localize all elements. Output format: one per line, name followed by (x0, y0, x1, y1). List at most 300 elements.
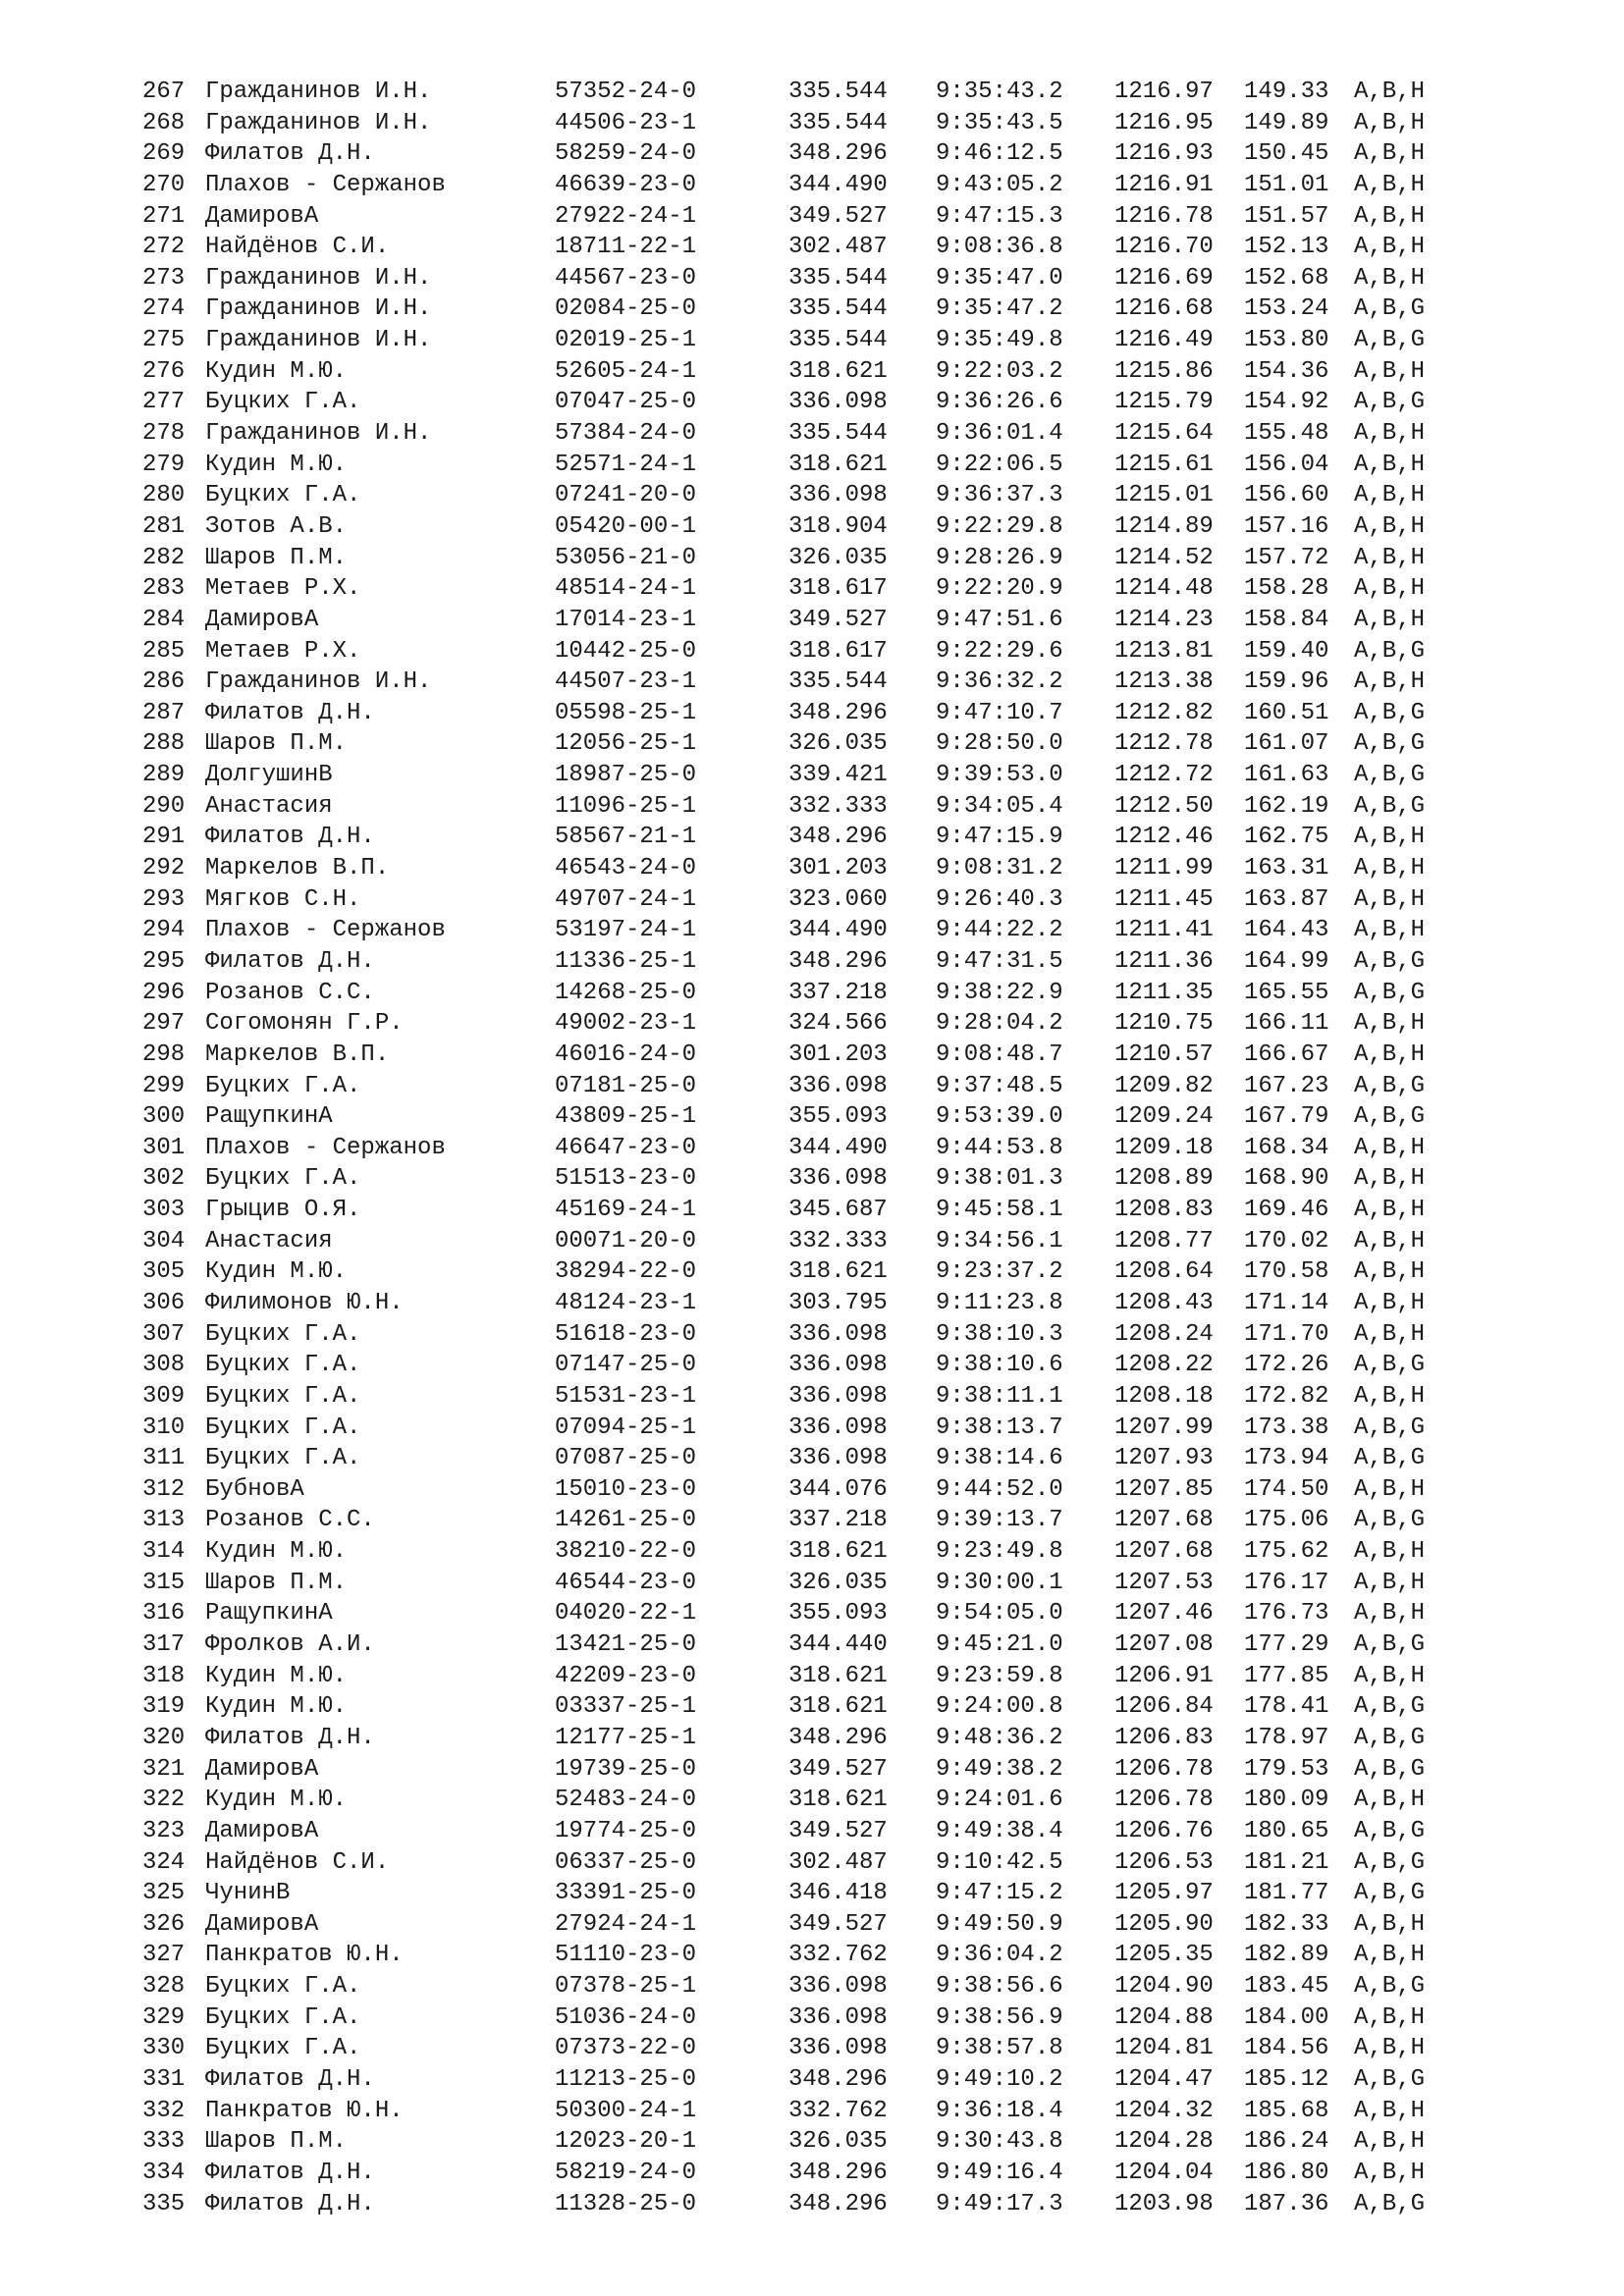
category-cell: A,B,H (1354, 1258, 1426, 1286)
coefficient-cell: 167.23 (1244, 1072, 1329, 1099)
rank-cell: 292 (142, 855, 186, 882)
ring-number-cell: 52605-24-1 (555, 357, 697, 385)
table-row (142, 1413, 1517, 1444)
arrival-time-cell: 9:38:10.6 (936, 1352, 1063, 1379)
ring-number-cell: 44507-23-1 (555, 668, 697, 696)
rank-cell: 277 (142, 389, 186, 416)
coefficient-cell: 149.89 (1244, 109, 1329, 136)
ring-number-cell: 11328-25-0 (555, 2190, 697, 2217)
arrival-time-cell: 9:47:15.2 (936, 1880, 1063, 1907)
arrival-time-cell: 9:38:56.9 (936, 2003, 1063, 2031)
fancier-name-cell: Буцких Г.А. (205, 2003, 361, 2031)
speed-cell: 1211.45 (1114, 885, 1214, 913)
speed-cell: 1212.50 (1114, 792, 1214, 820)
coefficient-cell: 180.65 (1244, 1817, 1329, 1844)
distance-cell: 326.035 (788, 2128, 888, 2156)
arrival-time-cell: 9:44:53.8 (936, 1134, 1063, 1161)
ring-number-cell: 04020-22-1 (555, 1600, 697, 1628)
speed-cell: 1216.97 (1114, 79, 1214, 105)
coefficient-cell: 168.90 (1244, 1165, 1329, 1193)
coefficient-cell: 170.58 (1244, 1258, 1329, 1286)
table-row (142, 450, 1517, 481)
ring-number-cell: 11096-25-1 (555, 792, 697, 820)
speed-cell: 1204.90 (1114, 1973, 1214, 2001)
distance-cell: 326.035 (788, 730, 888, 758)
category-cell: A,B,G (1354, 1103, 1426, 1131)
arrival-time-cell: 9:49:16.4 (936, 2159, 1063, 2186)
category-cell: A,B,H (1354, 171, 1426, 198)
arrival-time-cell: 9:08:31.2 (936, 855, 1063, 882)
speed-cell: 1210.57 (1114, 1041, 1214, 1068)
arrival-time-cell: 9:28:04.2 (936, 1010, 1063, 1038)
category-cell: A,B,G (1354, 792, 1426, 820)
arrival-time-cell: 9:36:18.4 (936, 2097, 1063, 2124)
speed-cell: 1208.24 (1114, 1320, 1214, 1348)
ring-number-cell: 42209-23-0 (555, 1662, 697, 1689)
category-cell: A,B,H (1354, 1600, 1426, 1628)
rank-cell: 280 (142, 482, 186, 509)
table-row (142, 1723, 1517, 1754)
distance-cell: 318.621 (788, 1693, 888, 1721)
arrival-time-cell: 9:28:50.0 (936, 730, 1063, 758)
distance-cell: 339.421 (788, 762, 888, 789)
speed-cell: 1212.72 (1114, 762, 1214, 789)
category-cell: A,B,G (1354, 1848, 1426, 1876)
fancier-name-cell: Буцких Г.А. (205, 1973, 361, 2001)
category-cell: A,B,H (1354, 885, 1426, 913)
speed-cell: 1215.86 (1114, 357, 1214, 385)
ring-number-cell: 18987-25-0 (555, 762, 697, 789)
distance-cell: 344.076 (788, 1475, 888, 1503)
ring-number-cell: 02019-25-1 (555, 327, 697, 354)
speed-cell: 1216.68 (1114, 295, 1214, 323)
speed-cell: 1207.08 (1114, 1631, 1214, 1659)
category-cell: A,B,H (1354, 1910, 1426, 1938)
ring-number-cell: 07181-25-0 (555, 1072, 697, 1099)
rank-cell: 293 (142, 885, 186, 913)
speed-cell: 1204.04 (1114, 2159, 1214, 2186)
table-row (142, 1568, 1517, 1599)
category-cell: A,B,H (1354, 2035, 1426, 2062)
arrival-time-cell: 9:22:03.2 (936, 357, 1063, 385)
rank-cell: 306 (142, 1289, 186, 1316)
fancier-name-cell: ЧунинВ (205, 1880, 291, 1907)
ring-number-cell: 10442-25-0 (555, 637, 697, 665)
coefficient-cell: 185.68 (1244, 2097, 1329, 2124)
rank-cell: 325 (142, 1880, 186, 1907)
table-row (142, 2096, 1517, 2127)
speed-cell: 1207.46 (1114, 1600, 1214, 1628)
arrival-time-cell: 9:38:14.6 (936, 1445, 1063, 1472)
speed-cell: 1212.82 (1114, 699, 1214, 726)
fancier-name-cell: Филатов Д.Н. (205, 947, 375, 975)
category-cell: A,B,G (1354, 1631, 1426, 1659)
speed-cell: 1203.98 (1114, 2190, 1214, 2217)
distance-cell: 335.544 (788, 668, 888, 696)
speed-cell: 1208.83 (1114, 1197, 1214, 1224)
ring-number-cell: 51513-23-0 (555, 1165, 697, 1193)
coefficient-cell: 154.36 (1244, 357, 1329, 385)
category-cell: A,B,H (1354, 2159, 1426, 2186)
ring-number-cell: 52571-24-1 (555, 451, 697, 478)
category-cell: A,B,H (1354, 109, 1426, 136)
speed-cell: 1216.49 (1114, 327, 1214, 354)
category-cell: A,B,G (1354, 1817, 1426, 1844)
speed-cell: 1212.78 (1114, 730, 1214, 758)
fancier-name-cell: Шаров П.М. (205, 544, 348, 571)
distance-cell: 349.527 (788, 1817, 888, 1844)
table-row (142, 915, 1517, 946)
arrival-time-cell: 9:22:29.8 (936, 512, 1063, 540)
category-cell: A,B,H (1354, 824, 1426, 851)
category-cell: A,B,H (1354, 264, 1426, 292)
table-row (142, 2158, 1517, 2189)
fancier-name-cell: ДамировА (205, 1910, 319, 1938)
results-table (142, 77, 1517, 2219)
distance-cell: 318.621 (788, 1538, 888, 1566)
coefficient-cell: 166.11 (1244, 1010, 1329, 1038)
category-cell: A,B,H (1354, 606, 1426, 633)
fancier-name-cell: ДамировА (205, 606, 319, 633)
rank-cell: 333 (142, 2128, 186, 2156)
rank-cell: 327 (142, 1942, 186, 1969)
coefficient-cell: 153.24 (1244, 295, 1329, 323)
fancier-name-cell: Буцких Г.А. (205, 1320, 361, 1348)
coefficient-cell: 172.26 (1244, 1352, 1329, 1379)
fancier-name-cell: Грыцив О.Я. (205, 1197, 361, 1224)
table-row (142, 1071, 1517, 1102)
table-row (142, 822, 1517, 853)
rank-cell: 276 (142, 357, 186, 385)
fancier-name-cell: Кудин М.Ю. (205, 1258, 348, 1286)
rank-cell: 308 (142, 1352, 186, 1379)
coefficient-cell: 184.00 (1244, 2003, 1329, 2031)
distance-cell: 336.098 (788, 1414, 888, 1441)
fancier-name-cell: Гражданинов И.Н. (205, 109, 432, 136)
arrival-time-cell: 9:30:43.8 (936, 2128, 1063, 2156)
rank-cell: 311 (142, 1445, 186, 1472)
distance-cell: 344.490 (788, 917, 888, 944)
table-row (142, 1629, 1517, 1661)
speed-cell: 1207.99 (1114, 1414, 1214, 1441)
arrival-time-cell: 9:38:11.1 (936, 1382, 1063, 1410)
fancier-name-cell: РащупкинА (205, 1103, 333, 1131)
category-cell: A,B,H (1354, 1382, 1426, 1410)
distance-cell: 301.203 (788, 1041, 888, 1068)
category-cell: A,B,G (1354, 1352, 1426, 1379)
arrival-time-cell: 9:22:06.5 (936, 451, 1063, 478)
table-row (142, 1536, 1517, 1568)
category-cell: A,B,G (1354, 1755, 1426, 1783)
ring-number-cell: 07378-25-1 (555, 1973, 697, 2001)
table-row (142, 2002, 1517, 2034)
fancier-name-cell: Розанов С.С. (205, 1507, 375, 1534)
rank-cell: 322 (142, 1787, 186, 1814)
fancier-name-cell: Кудин М.Ю. (205, 1693, 348, 1721)
coefficient-cell: 161.63 (1244, 762, 1329, 789)
rank-cell: 328 (142, 1973, 186, 2001)
arrival-time-cell: 9:39:53.0 (936, 762, 1063, 789)
distance-cell: 348.296 (788, 2159, 888, 2186)
coefficient-cell: 175.06 (1244, 1507, 1329, 1534)
coefficient-cell: 177.85 (1244, 1662, 1329, 1689)
ring-number-cell: 02084-25-0 (555, 295, 697, 323)
ring-number-cell: 58567-21-1 (555, 824, 697, 851)
coefficient-cell: 156.60 (1244, 482, 1329, 509)
ring-number-cell: 12056-25-1 (555, 730, 697, 758)
coefficient-cell: 176.73 (1244, 1600, 1329, 1628)
distance-cell: 349.527 (788, 606, 888, 633)
table-row (142, 1008, 1517, 1040)
rank-cell: 270 (142, 171, 186, 198)
rank-cell: 307 (142, 1320, 186, 1348)
category-cell: A,B,H (1354, 451, 1426, 478)
fancier-name-cell: Шаров П.М. (205, 730, 348, 758)
category-cell: A,B,G (1354, 1693, 1426, 1721)
distance-cell: 318.617 (788, 637, 888, 665)
coefficient-cell: 181.21 (1244, 1848, 1329, 1876)
distance-cell: 335.544 (788, 109, 888, 136)
category-cell: A,B,G (1354, 295, 1426, 323)
arrival-time-cell: 9:35:43.2 (936, 79, 1063, 105)
fancier-name-cell: ДолгушинВ (205, 762, 333, 789)
coefficient-cell: 169.46 (1244, 1197, 1329, 1224)
arrival-time-cell: 9:23:49.8 (936, 1538, 1063, 1566)
fancier-name-cell: Гражданинов И.Н. (205, 668, 432, 696)
arrival-time-cell: 9:49:38.2 (936, 1755, 1063, 1783)
speed-cell: 1208.18 (1114, 1382, 1214, 1410)
rank-cell: 267 (142, 79, 186, 105)
rank-cell: 317 (142, 1631, 186, 1659)
fancier-name-cell: Найдёнов С.И. (205, 234, 390, 261)
coefficient-cell: 152.68 (1244, 264, 1329, 292)
fancier-name-cell: Маркелов В.П. (205, 855, 390, 882)
ring-number-cell: 38210-22-0 (555, 1538, 697, 1566)
rank-cell: 271 (142, 202, 186, 230)
distance-cell: 336.098 (788, 1320, 888, 1348)
distance-cell: 346.418 (788, 1880, 888, 1907)
arrival-time-cell: 9:49:38.4 (936, 1817, 1063, 1844)
arrival-time-cell: 9:35:49.8 (936, 327, 1063, 354)
coefficient-cell: 178.97 (1244, 1724, 1329, 1751)
coefficient-cell: 186.24 (1244, 2128, 1329, 2156)
rank-cell: 334 (142, 2159, 186, 2186)
arrival-time-cell: 9:08:36.8 (936, 234, 1063, 261)
speed-cell: 1215.79 (1114, 389, 1214, 416)
arrival-time-cell: 9:35:47.2 (936, 295, 1063, 323)
distance-cell: 318.904 (788, 512, 888, 540)
rank-cell: 285 (142, 637, 186, 665)
rank-cell: 318 (142, 1662, 186, 1689)
coefficient-cell: 162.75 (1244, 824, 1329, 851)
ring-number-cell: 48514-24-1 (555, 575, 697, 603)
ring-number-cell: 44506-23-1 (555, 109, 697, 136)
coefficient-cell: 181.77 (1244, 1880, 1329, 1907)
speed-cell: 1211.35 (1114, 979, 1214, 1006)
fancier-name-cell: Плахов - Сержанов (205, 917, 446, 944)
category-cell: A,B,H (1354, 855, 1426, 882)
table-row (142, 1101, 1517, 1133)
coefficient-cell: 159.96 (1244, 668, 1329, 696)
table-row (142, 170, 1517, 201)
ring-number-cell: 46543-24-0 (555, 855, 697, 882)
speed-cell: 1211.41 (1114, 917, 1214, 944)
coefficient-cell: 184.56 (1244, 2035, 1329, 2062)
ring-number-cell: 46647-23-0 (555, 1134, 697, 1161)
speed-cell: 1214.23 (1114, 606, 1214, 633)
rank-cell: 288 (142, 730, 186, 758)
arrival-time-cell: 9:54:05.0 (936, 1600, 1063, 1628)
fancier-name-cell: Гражданинов И.Н. (205, 327, 432, 354)
arrival-time-cell: 9:38:13.7 (936, 1414, 1063, 1441)
arrival-time-cell: 9:36:32.2 (936, 668, 1063, 696)
rank-cell: 287 (142, 699, 186, 726)
ring-number-cell: 18711-22-1 (555, 234, 697, 261)
coefficient-cell: 187.36 (1244, 2190, 1329, 2217)
coefficient-cell: 150.45 (1244, 140, 1329, 168)
distance-cell: 344.490 (788, 171, 888, 198)
coefficient-cell: 167.79 (1244, 1103, 1329, 1131)
fancier-name-cell: Гражданинов И.Н. (205, 79, 432, 105)
coefficient-cell: 163.87 (1244, 885, 1329, 913)
arrival-time-cell: 9:49:50.9 (936, 1910, 1063, 1938)
fancier-name-cell: Метаев Р.Х. (205, 575, 361, 603)
distance-cell: 324.566 (788, 1010, 888, 1038)
arrival-time-cell: 9:36:04.2 (936, 1942, 1063, 1969)
fancier-name-cell: Кудин М.Ю. (205, 1787, 348, 1814)
category-cell: A,B,H (1354, 420, 1426, 448)
category-cell: A,B,G (1354, 947, 1426, 975)
table-row (142, 480, 1517, 511)
distance-cell: 348.296 (788, 2190, 888, 2217)
arrival-time-cell: 9:38:22.9 (936, 979, 1063, 1006)
table-row (142, 1381, 1517, 1413)
distance-cell: 344.490 (788, 1134, 888, 1161)
rank-cell: 326 (142, 1910, 186, 1938)
table-row (142, 1816, 1517, 1847)
rank-cell: 314 (142, 1538, 186, 1566)
fancier-name-cell: Гражданинов И.Н. (205, 264, 432, 292)
arrival-time-cell: 9:37:48.5 (936, 1072, 1063, 1099)
arrival-time-cell: 9:28:26.9 (936, 544, 1063, 571)
category-cell: A,B,G (1354, 699, 1426, 726)
arrival-time-cell: 9:11:23.8 (936, 1289, 1063, 1316)
coefficient-cell: 174.50 (1244, 1475, 1329, 1503)
category-cell: A,B,G (1354, 2066, 1426, 2093)
ring-number-cell: 46544-23-0 (555, 1569, 697, 1596)
category-cell: A,B,H (1354, 2128, 1426, 2156)
coefficient-cell: 164.43 (1244, 917, 1329, 944)
speed-cell: 1208.77 (1114, 1227, 1214, 1255)
arrival-time-cell: 9:30:00.1 (936, 1569, 1063, 1596)
speed-cell: 1216.70 (1114, 234, 1214, 261)
fancier-name-cell: РащупкинА (205, 1600, 333, 1628)
speed-cell: 1213.81 (1114, 637, 1214, 665)
distance-cell: 335.544 (788, 295, 888, 323)
arrival-time-cell: 9:22:29.6 (936, 637, 1063, 665)
distance-cell: 336.098 (788, 1445, 888, 1472)
ring-number-cell: 51036-24-0 (555, 2003, 697, 2031)
distance-cell: 345.687 (788, 1197, 888, 1224)
distance-cell: 349.527 (788, 202, 888, 230)
fancier-name-cell: ДамировА (205, 1755, 319, 1783)
distance-cell: 318.621 (788, 1787, 888, 1814)
fancier-name-cell: Филатов Д.Н. (205, 699, 375, 726)
speed-cell: 1214.89 (1114, 512, 1214, 540)
table-row (142, 573, 1517, 605)
rank-cell: 268 (142, 109, 186, 136)
rank-cell: 300 (142, 1103, 186, 1131)
rank-cell: 301 (142, 1134, 186, 1161)
arrival-time-cell: 9:38:56.6 (936, 1973, 1063, 2001)
category-cell: A,B,H (1354, 512, 1426, 540)
distance-cell: 336.098 (788, 482, 888, 509)
category-cell: A,B,H (1354, 1538, 1426, 1566)
rank-cell: 304 (142, 1227, 186, 1255)
speed-cell: 1210.75 (1114, 1010, 1214, 1038)
fancier-name-cell: Гражданинов И.Н. (205, 295, 432, 323)
ring-number-cell: 53056-21-0 (555, 544, 697, 571)
arrival-time-cell: 9:34:56.1 (936, 1227, 1063, 1255)
table-row (142, 1754, 1517, 1786)
table-row (142, 77, 1517, 108)
speed-cell: 1204.47 (1114, 2066, 1214, 2093)
arrival-time-cell: 9:44:22.2 (936, 917, 1063, 944)
fancier-name-cell: Зотов А.В. (205, 512, 348, 540)
speed-cell: 1204.28 (1114, 2128, 1214, 2156)
rank-cell: 283 (142, 575, 186, 603)
ring-number-cell: 57384-24-0 (555, 420, 697, 448)
coefficient-cell: 156.04 (1244, 451, 1329, 478)
fancier-name-cell: Шаров П.М. (205, 1569, 348, 1596)
coefficient-cell: 177.29 (1244, 1631, 1329, 1659)
rank-cell: 332 (142, 2097, 186, 2124)
distance-cell: 336.098 (788, 1165, 888, 1193)
ring-number-cell: 58219-24-0 (555, 2159, 697, 2186)
rank-cell: 305 (142, 1258, 186, 1286)
category-cell: A,B,H (1354, 544, 1426, 571)
fancier-name-cell: Кудин М.Ю. (205, 1538, 348, 1566)
table-row (142, 138, 1517, 170)
fancier-name-cell: Панкратов Ю.Н. (205, 1942, 404, 1969)
category-cell: A,B,H (1354, 140, 1426, 168)
speed-cell: 1216.69 (1114, 264, 1214, 292)
rank-cell: 297 (142, 1010, 186, 1038)
category-cell: A,B,H (1354, 2097, 1426, 2124)
table-row (142, 1288, 1517, 1319)
ring-number-cell: 05420-00-1 (555, 512, 697, 540)
ring-number-cell: 50300-24-1 (555, 2097, 697, 2124)
ring-number-cell: 43809-25-1 (555, 1103, 697, 1131)
speed-cell: 1204.32 (1114, 2097, 1214, 2124)
category-cell: A,B,G (1354, 730, 1426, 758)
speed-cell: 1214.48 (1114, 575, 1214, 603)
ring-number-cell: 46639-23-0 (555, 171, 697, 198)
category-cell: A,B,H (1354, 1942, 1426, 1969)
table-row (142, 1040, 1517, 1071)
category-cell: A,B,H (1354, 1134, 1426, 1161)
rank-cell: 323 (142, 1817, 186, 1844)
table-row (142, 294, 1517, 325)
distance-cell: 344.440 (788, 1631, 888, 1659)
category-cell: A,B,H (1354, 1289, 1426, 1316)
ring-number-cell: 44567-23-0 (555, 264, 697, 292)
table-row (142, 1443, 1517, 1474)
arrival-time-cell: 9:24:00.8 (936, 1693, 1063, 1721)
rank-cell: 272 (142, 234, 186, 261)
coefficient-cell: 179.53 (1244, 1755, 1329, 1783)
rank-cell: 298 (142, 1041, 186, 1068)
